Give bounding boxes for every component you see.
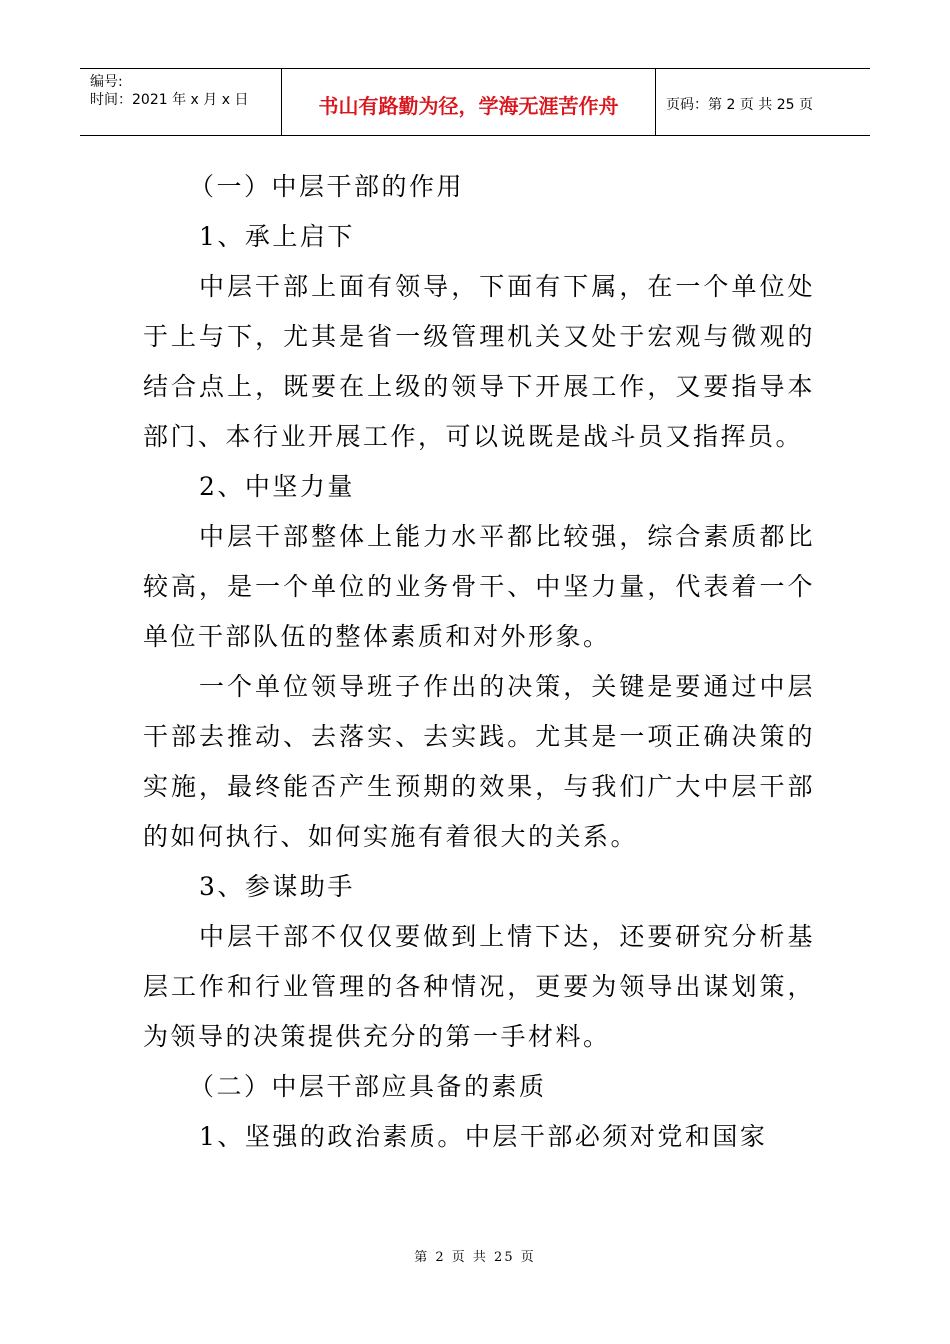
page-header (80, 68, 870, 136)
header-motto: 书山有路勤为径，学海无涯苦作舟 (282, 69, 656, 135)
header-page-code: 页码：第 2 页 共 25 页 (666, 97, 813, 113)
item-1-paragraph: 中层干部上面有领导，下面有下属，在一个单位处于上与下，尤其是省一级管理机关又处于宏观与微观的结合点上，既要在上级的领导下开展工作，又要指导本部门、本行业开展工作，可以说既是战斗员又指挥员。 (143, 272, 815, 451)
item-3-paragraph: 中层干部不仅仅要做到上情下达，还要研究分析基层工作和行业管理的各种情况，更要为领导出谋划策，为领导的决策提供充分的第一手材料。 (143, 922, 815, 1051)
item-2-paragraph-1: 中层干部整体上能力水平都比较强，综合素质都比较高，是一个单位的业务骨干、中坚力量，代表着一个单位干部队伍的整体素质和对外形象。 (143, 522, 815, 651)
section-two-title: （二）中层干部应具备的素质 (189, 1072, 547, 1101)
item-1-title: 1、承上启下 (199, 222, 355, 251)
section-two-item-1: 1、坚强的政治素质。中层干部必须对党和国家 (199, 1122, 768, 1151)
item-2-title: 2、中坚力量 (199, 472, 355, 501)
item-2-paragraph-2: 一个单位领导班子作出的决策，关键是要通过中层干部去推动、去落实、去实践。尤其是一项正确决策的实施，最终能否产生预期的效果，与我们广大中层干部的如何执行、如何实施有着很大的关系。 (143, 672, 815, 851)
header-meta (80, 69, 282, 135)
document-time-label: 时间：2021 年 x 月 x 日 (90, 92, 249, 108)
section-one-title: （一）中层干部的作用 (189, 172, 465, 201)
document-body (143, 162, 815, 1162)
page-footer: 第 2 页 共 25 页 (414, 1250, 536, 1265)
document-number-label: 编号: (90, 74, 123, 90)
item-3-title: 3、参谋助手 (199, 872, 355, 901)
